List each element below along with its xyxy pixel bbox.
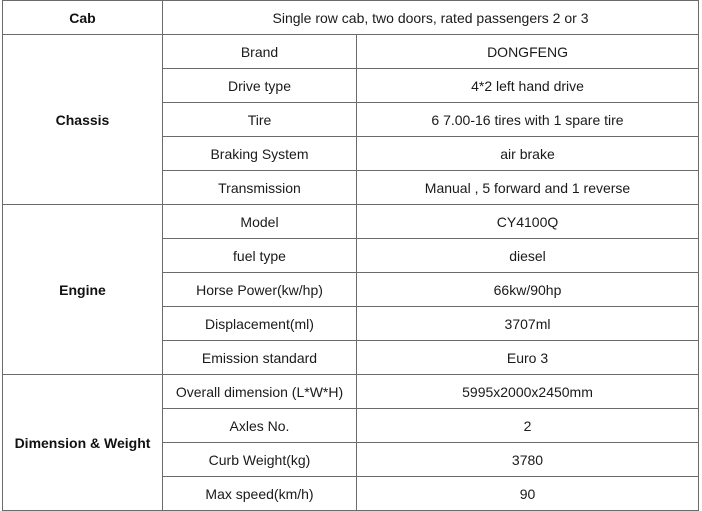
spec-value: 5995x2000x2450mm bbox=[357, 375, 699, 409]
section-label-cab: Cab bbox=[3, 1, 163, 35]
spec-name: Emission standard bbox=[163, 341, 357, 375]
table-row bbox=[3, 35, 699, 69]
spec-name: Drive type bbox=[163, 69, 357, 103]
spec-name: Transmission bbox=[163, 171, 357, 205]
spec-value: 66kw/90hp bbox=[357, 273, 699, 307]
spec-name: Max speed(km/h) bbox=[163, 477, 357, 511]
spec-value: DONGFENG bbox=[357, 35, 699, 69]
table-row-cab bbox=[3, 1, 699, 35]
spec-name: Brand bbox=[163, 35, 357, 69]
table-row bbox=[3, 375, 699, 409]
spec-name: Curb Weight(kg) bbox=[163, 443, 357, 477]
cab-value: Single row cab, two doors, rated passengers 2 or 3 bbox=[163, 1, 699, 35]
spec-name: Overall dimension (L*W*H) bbox=[163, 375, 357, 409]
spec-name: fuel type bbox=[163, 239, 357, 273]
spec-table bbox=[2, 0, 699, 511]
spec-value: Euro 3 bbox=[357, 341, 699, 375]
spec-name: Braking System bbox=[163, 137, 357, 171]
spec-value: Manual , 5 forward and 1 reverse bbox=[357, 171, 699, 205]
section-label-chassis: Chassis bbox=[3, 35, 163, 205]
spec-name: Displacement(ml) bbox=[163, 307, 357, 341]
spec-value: air brake bbox=[357, 137, 699, 171]
spec-value: CY4100Q bbox=[357, 205, 699, 239]
spec-value: 3707ml bbox=[357, 307, 699, 341]
table-row bbox=[3, 205, 699, 239]
spec-value: 4*2 left hand drive bbox=[357, 69, 699, 103]
spec-value: 3780 bbox=[357, 443, 699, 477]
spec-name: Tire bbox=[163, 103, 357, 137]
section-label-engine: Engine bbox=[3, 205, 163, 375]
spec-name: Horse Power(kw/hp) bbox=[163, 273, 357, 307]
spec-value: diesel bbox=[357, 239, 699, 273]
section-label-dimension-weight: Dimension & Weight bbox=[3, 375, 163, 511]
spec-value: 6 7.00-16 tires with 1 spare tire bbox=[357, 103, 699, 137]
spec-value: 90 bbox=[357, 477, 699, 511]
spec-name: Axles No. bbox=[163, 409, 357, 443]
spec-value: 2 bbox=[357, 409, 699, 443]
spec-name: Model bbox=[163, 205, 357, 239]
